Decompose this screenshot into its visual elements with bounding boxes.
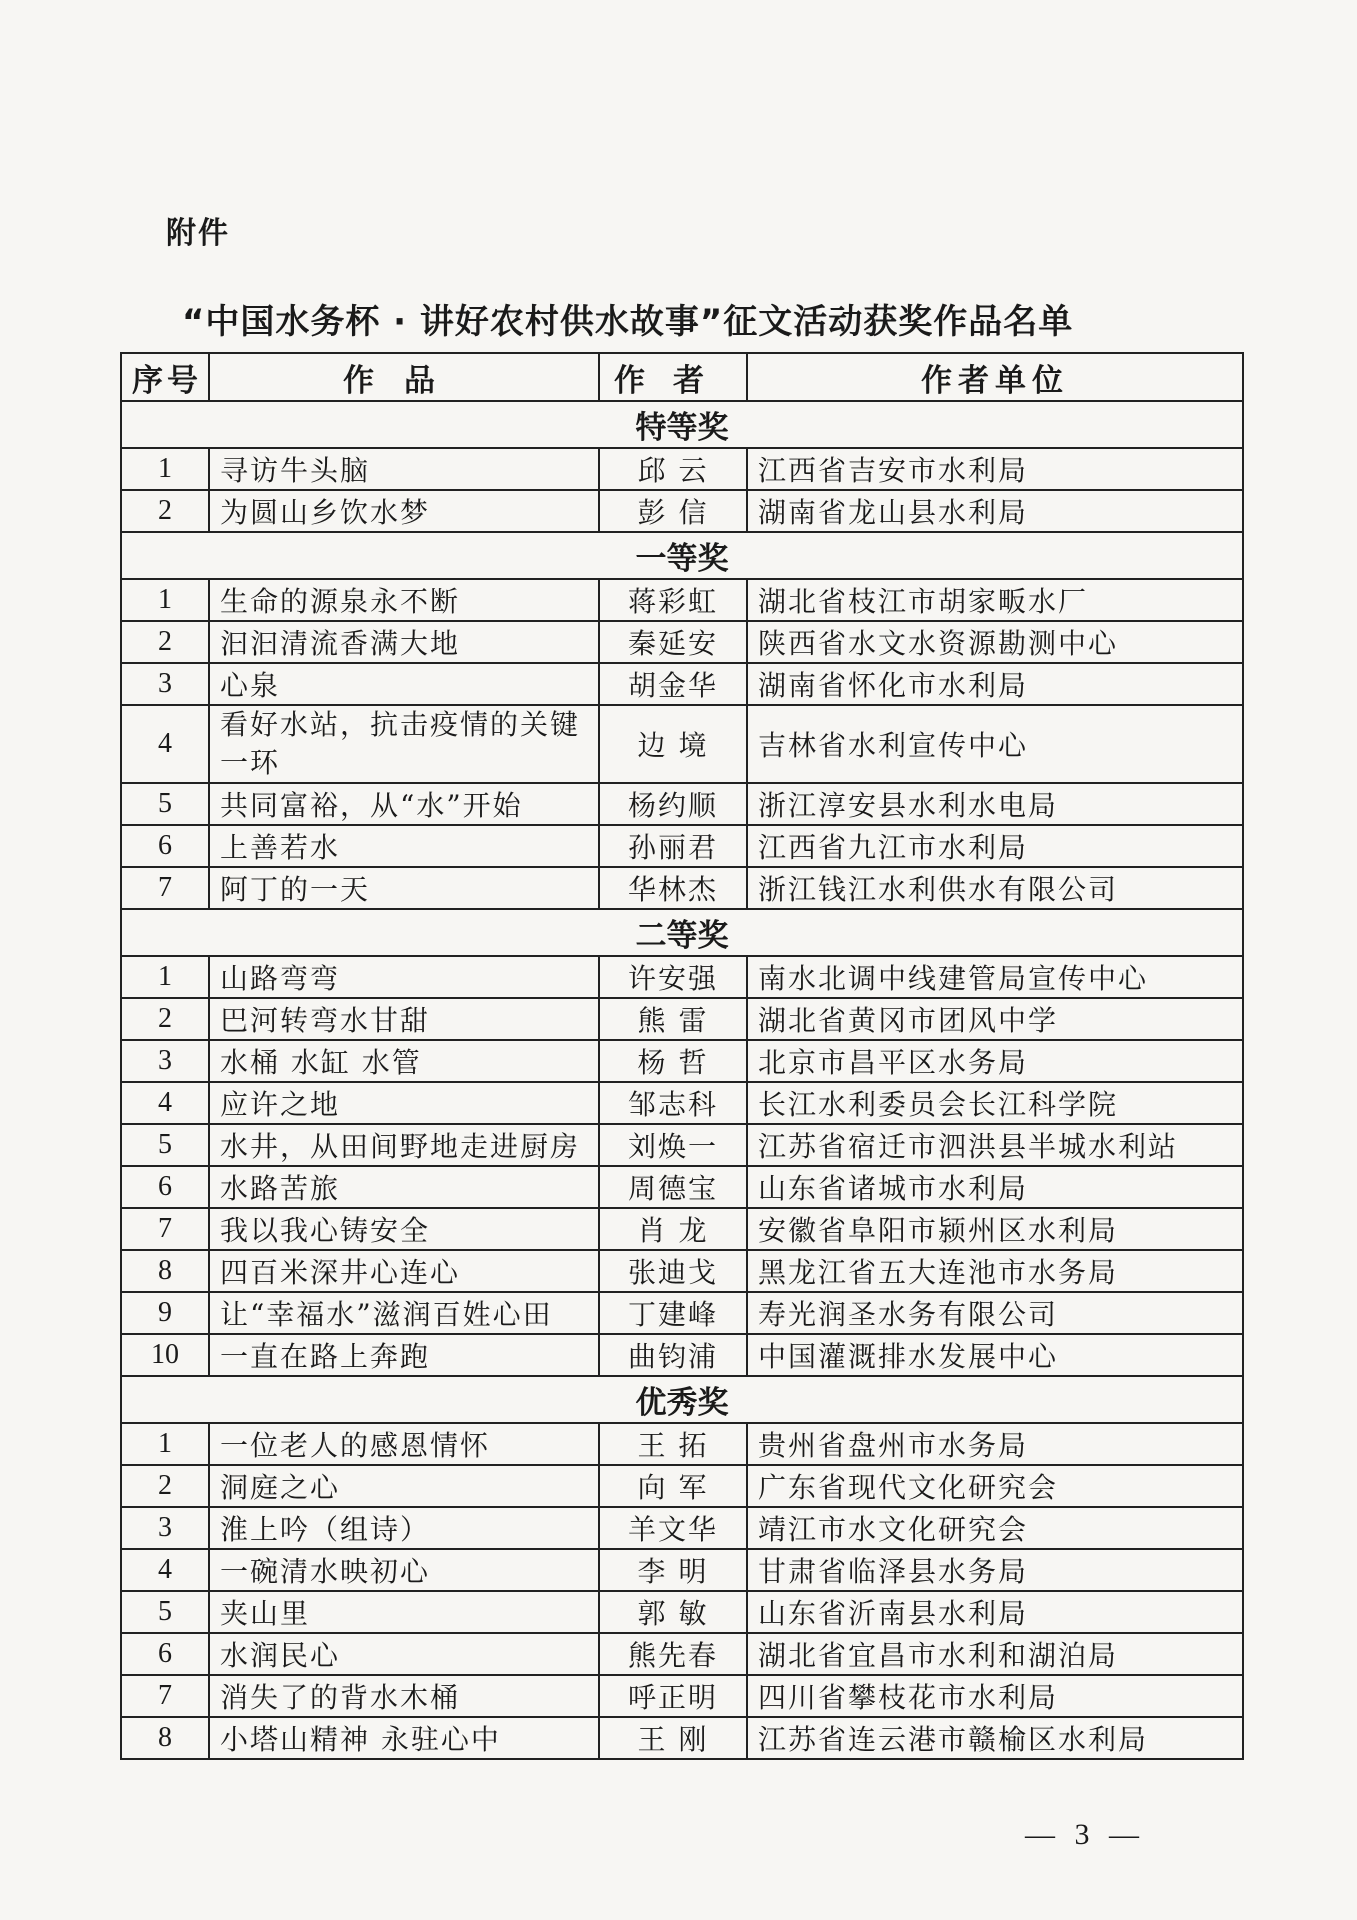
table-row <box>121 1082 1243 1124</box>
table-row <box>121 1465 1243 1507</box>
row-author-unit: 寿光润圣水务有限公司 <box>747 1292 1243 1334</box>
row-work-title: 夹山里 <box>209 1591 599 1633</box>
row-author-unit: 湖南省怀化市水利局 <box>747 663 1243 705</box>
table-row <box>121 448 1243 490</box>
row-index: 7 <box>121 867 209 909</box>
row-work-title: 水井，从田间野地走进厨房 <box>209 1124 599 1166</box>
row-author: 熊先春 <box>599 1633 747 1675</box>
header-unit: 作者单位 <box>747 353 1243 401</box>
row-author: 王 拓 <box>599 1423 747 1465</box>
row-author-unit: 安徽省阜阳市颍州区水利局 <box>747 1208 1243 1250</box>
row-author: 丁建峰 <box>599 1292 747 1334</box>
table-row <box>121 1040 1243 1082</box>
row-index: 8 <box>121 1250 209 1292</box>
row-author-unit: 浙江钱江水利供水有限公司 <box>747 867 1243 909</box>
row-author: 邹志科 <box>599 1082 747 1124</box>
row-author-unit: 江苏省宿迁市泗洪县半城水利站 <box>747 1124 1243 1166</box>
header-work: 作品 <box>209 353 599 401</box>
header-author: 作者 <box>599 353 747 401</box>
row-author-unit: 甘肃省临泽县水务局 <box>747 1549 1243 1591</box>
row-work-title: 一碗清水映初心 <box>209 1549 599 1591</box>
table-row <box>121 1124 1243 1166</box>
row-index: 5 <box>121 1591 209 1633</box>
row-work-title: 一直在路上奔跑 <box>209 1334 599 1376</box>
row-work-title: 看好水站，抗击疫情的关键一环 <box>209 705 599 783</box>
category-row <box>121 909 1243 956</box>
table-row <box>121 1633 1243 1675</box>
table-row <box>121 783 1243 825</box>
row-index: 1 <box>121 448 209 490</box>
table-row <box>121 1675 1243 1717</box>
table-row <box>121 579 1243 621</box>
category-title: 优秀奖 <box>121 1376 1243 1423</box>
row-author: 王 刚 <box>599 1717 747 1759</box>
row-work-title: 应许之地 <box>209 1082 599 1124</box>
row-work-title: 水路苦旅 <box>209 1166 599 1208</box>
row-author: 邱 云 <box>599 448 747 490</box>
row-author: 肖 龙 <box>599 1208 747 1250</box>
row-author-unit: 中国灌溉排水发展中心 <box>747 1334 1243 1376</box>
row-index: 1 <box>121 579 209 621</box>
row-author: 彭 信 <box>599 490 747 532</box>
table-row <box>121 1717 1243 1759</box>
row-author-unit: 山东省沂南县水利局 <box>747 1591 1243 1633</box>
row-work-title: 为圆山乡饮水梦 <box>209 490 599 532</box>
row-index: 7 <box>121 1208 209 1250</box>
row-author: 羊文华 <box>599 1507 747 1549</box>
row-index: 6 <box>121 825 209 867</box>
row-author: 秦延安 <box>599 621 747 663</box>
row-author: 张迪戈 <box>599 1250 747 1292</box>
row-index: 2 <box>121 1465 209 1507</box>
row-index: 6 <box>121 1633 209 1675</box>
row-index: 3 <box>121 1040 209 1082</box>
row-author-unit: 江西省吉安市水利局 <box>747 448 1243 490</box>
row-author: 呼正明 <box>599 1675 747 1717</box>
document-title: “中国水务杯 · 讲好农村供水故事”征文活动获奖作品名单 <box>182 302 1074 342</box>
row-index: 3 <box>121 663 209 705</box>
table-row <box>121 1507 1243 1549</box>
table-header-row <box>121 353 1243 401</box>
row-index: 7 <box>121 1675 209 1717</box>
row-work-title: 山路弯弯 <box>209 956 599 998</box>
category-title: 二等奖 <box>121 909 1243 956</box>
row-author: 熊 雷 <box>599 998 747 1040</box>
table-row <box>121 663 1243 705</box>
row-author-unit: 四川省攀枝花市水利局 <box>747 1675 1243 1717</box>
table-row <box>121 867 1243 909</box>
row-work-title: 共同富裕，从“水”开始 <box>209 783 599 825</box>
category-row <box>121 401 1243 448</box>
row-author-unit: 广东省现代文化研究会 <box>747 1465 1243 1507</box>
row-index: 3 <box>121 1507 209 1549</box>
table-row <box>121 956 1243 998</box>
row-index: 2 <box>121 621 209 663</box>
row-work-title: 寻访牛头脑 <box>209 448 599 490</box>
row-author: 李 明 <box>599 1549 747 1591</box>
table-row <box>121 998 1243 1040</box>
row-author-unit: 江西省九江市水利局 <box>747 825 1243 867</box>
table-row <box>121 1334 1243 1376</box>
table-row <box>121 621 1243 663</box>
table-body <box>121 401 1243 1759</box>
header-index: 序号 <box>121 353 209 401</box>
row-author: 杨约顺 <box>599 783 747 825</box>
category-row <box>121 1376 1243 1423</box>
row-work-title: 巴河转弯水甘甜 <box>209 998 599 1040</box>
row-author: 刘焕一 <box>599 1124 747 1166</box>
attachment-label: 附件 <box>166 216 230 251</box>
row-author: 边 境 <box>599 705 747 783</box>
table-row <box>121 1423 1243 1465</box>
row-index: 5 <box>121 783 209 825</box>
table-row <box>121 490 1243 532</box>
row-author-unit: 贵州省盘州市水务局 <box>747 1423 1243 1465</box>
row-author: 杨 哲 <box>599 1040 747 1082</box>
category-title: 一等奖 <box>121 532 1243 579</box>
row-index: 5 <box>121 1124 209 1166</box>
row-work-title: 水润民心 <box>209 1633 599 1675</box>
row-index: 4 <box>121 1549 209 1591</box>
row-work-title: 洞庭之心 <box>209 1465 599 1507</box>
row-author-unit: 靖江市水文化研究会 <box>747 1507 1243 1549</box>
table-row <box>121 1208 1243 1250</box>
table-row <box>121 1549 1243 1591</box>
row-author: 许安强 <box>599 956 747 998</box>
row-index: 6 <box>121 1166 209 1208</box>
row-author: 孙丽君 <box>599 825 747 867</box>
row-work-title: 心泉 <box>209 663 599 705</box>
row-index: 10 <box>121 1334 209 1376</box>
table-row <box>121 1292 1243 1334</box>
row-author-unit: 陕西省水文水资源勘测中心 <box>747 621 1243 663</box>
row-author-unit: 北京市昌平区水务局 <box>747 1040 1243 1082</box>
row-work-title: 上善若水 <box>209 825 599 867</box>
row-index: 4 <box>121 1082 209 1124</box>
table-row <box>121 1250 1243 1292</box>
table-row <box>121 1591 1243 1633</box>
row-author-unit: 湖南省龙山县水利局 <box>747 490 1243 532</box>
row-author: 周德宝 <box>599 1166 747 1208</box>
row-author: 胡金华 <box>599 663 747 705</box>
row-index: 4 <box>121 705 209 783</box>
row-author-unit: 浙江淳安县水利水电局 <box>747 783 1243 825</box>
row-index: 1 <box>121 956 209 998</box>
row-work-title: 水桶 水缸 水管 <box>209 1040 599 1082</box>
category-title: 特等奖 <box>121 401 1243 448</box>
row-index: 8 <box>121 1717 209 1759</box>
row-work-title: 我以我心铸安全 <box>209 1208 599 1250</box>
row-work-title: 让“幸福水”滋润百姓心田 <box>209 1292 599 1334</box>
row-index: 9 <box>121 1292 209 1334</box>
row-work-title: 生命的源泉永不断 <box>209 579 599 621</box>
table-row <box>121 825 1243 867</box>
awards-table <box>120 352 1244 1760</box>
row-author-unit: 长江水利委员会长江科学院 <box>747 1082 1243 1124</box>
table-row <box>121 705 1243 783</box>
row-author: 曲钧浦 <box>599 1334 747 1376</box>
row-work-title: 小塔山精神 永驻心中 <box>209 1717 599 1759</box>
page-number: — 3 — <box>1025 1818 1145 1851</box>
row-author-unit: 南水北调中线建管局宣传中心 <box>747 956 1243 998</box>
row-work-title: 消失了的背水木桶 <box>209 1675 599 1717</box>
row-index: 2 <box>121 998 209 1040</box>
row-author-unit: 江苏省连云港市赣榆区水利局 <box>747 1717 1243 1759</box>
row-index: 1 <box>121 1423 209 1465</box>
row-work-title: 汩汩清流香满大地 <box>209 621 599 663</box>
row-author-unit: 吉林省水利宣传中心 <box>747 705 1243 783</box>
row-work-title: 阿丁的一天 <box>209 867 599 909</box>
row-author-unit: 黑龙江省五大连池市水务局 <box>747 1250 1243 1292</box>
table-row <box>121 1166 1243 1208</box>
row-author: 蒋彩虹 <box>599 579 747 621</box>
row-work-title: 四百米深井心连心 <box>209 1250 599 1292</box>
row-author: 郭 敏 <box>599 1591 747 1633</box>
row-index: 2 <box>121 490 209 532</box>
row-author-unit: 湖北省枝江市胡家畈水厂 <box>747 579 1243 621</box>
row-author-unit: 山东省诸城市水利局 <box>747 1166 1243 1208</box>
row-work-title: 淮上吟（组诗） <box>209 1507 599 1549</box>
row-author-unit: 湖北省黄冈市团风中学 <box>747 998 1243 1040</box>
row-author-unit: 湖北省宜昌市水利和湖泊局 <box>747 1633 1243 1675</box>
row-work-title: 一位老人的感恩情怀 <box>209 1423 599 1465</box>
category-row <box>121 532 1243 579</box>
row-author: 华林杰 <box>599 867 747 909</box>
row-author: 向 军 <box>599 1465 747 1507</box>
